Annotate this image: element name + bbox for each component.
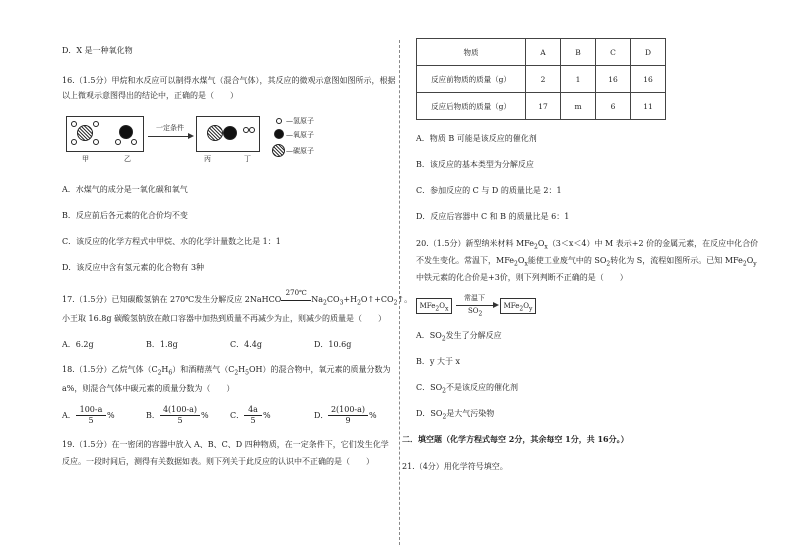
hydrogen-atom	[93, 121, 99, 127]
table-cell: 17	[526, 93, 561, 120]
q19-stem-line2: 反应。一段时间后，测得有关数据如表。则下列关于此反应的认识中不正确的是（ ）	[62, 457, 374, 466]
q19-option-d: D．反应后容器中 C 和 B 的质量比是 6：1	[416, 212, 570, 221]
q17-stem-line1: 17.（1.5分）已知碳酸氢钠在 270℃发生分解反应 2NaHCO 270℃ $Na_2CO_3+H_2O↑+CO_2↑$。	[62, 289, 413, 307]
arrow-head-icon	[188, 133, 194, 139]
q16-reaction-diagram	[66, 116, 366, 172]
q17-option-b: B．1.8g	[146, 340, 178, 349]
label-bing: 丙	[204, 155, 211, 163]
q20-flow-diagram	[416, 296, 556, 318]
q19-stem-line1: 19.（1.5分）在一密闭的容器中放入 A、B、C、D 四种物质，在一定条件下，它们发生化学	[62, 440, 389, 449]
q20-option-b: B．y 大于 x	[416, 357, 460, 366]
table-cell: 物质	[417, 39, 526, 66]
hydrogen-atom	[71, 139, 77, 145]
q19-option-b: B．该反应的基本类型为分解反应	[416, 160, 534, 169]
column-divider	[399, 40, 400, 545]
q17-text-pre: 17.（1.5分）已知碳酸氢钠在 270℃发生分解反应 2NaHCO	[62, 295, 282, 304]
q16-option-b: B．反应前后各元素的化合价均不变	[62, 211, 188, 220]
oxygen-atom	[223, 126, 237, 140]
reactant-box	[66, 116, 144, 152]
q15-option-d: D．X 是一种氧化物	[62, 46, 133, 55]
q20-stem-line2: 不发生变化。常温下，$MFe_2O_x$能使工业废气中的 $SO_2$转化为 S，流程如图所示。已知 $MFe_2O_y$	[416, 256, 757, 268]
arrow-head-icon	[493, 302, 499, 308]
q21-stem: 21.（4分）用化学符号填空。	[402, 462, 508, 471]
reaction-arrow	[148, 136, 190, 137]
table-cell: 11	[631, 93, 666, 120]
hydrogen-atom	[249, 127, 255, 133]
table-cell: 16	[596, 66, 631, 93]
table-row	[417, 93, 666, 120]
table-cell: A	[526, 39, 561, 66]
table-header-row	[417, 39, 666, 66]
table-cell: C	[596, 39, 631, 66]
legend-carbon: —碳原子	[286, 147, 314, 155]
legend-oxygen: —氧原子	[286, 131, 314, 139]
table-cell: 6	[596, 93, 631, 120]
q17-option-a: A．6.2g	[62, 340, 94, 349]
hydrogen-atom	[115, 139, 121, 145]
legend-carbon-icon	[272, 144, 285, 157]
flow-left-box: $MFe_2O_x$	[416, 298, 452, 314]
q19-data-table	[416, 38, 666, 120]
q20-option-d: D．$SO_2$是大气污染物	[416, 409, 495, 421]
hydrogen-atom	[93, 139, 99, 145]
q20-stem-line1: 20.（1.5分）新型纳米材料 $MFe_2O_x(3<x<4)$中 M 表示+2 价的金属元素，在反应中化合价	[416, 239, 759, 251]
carbon-atom	[207, 125, 223, 141]
product-box	[196, 116, 260, 152]
q16-option-a: A．水煤气的成分是一氧化碳和氧气	[62, 185, 188, 194]
table-cell: 反应前物质的质量（g）	[417, 66, 526, 93]
table-cell: 16	[631, 66, 666, 93]
label-jia: 甲	[82, 155, 89, 163]
q16-stem-line1: 16.（1.5分）甲烷和水反应可以制得水煤气（混合气体），其反应的微观示意图如图所示，根据	[62, 76, 396, 85]
flow-arrow	[456, 305, 494, 306]
exam-page: D．X 是一种氧化物 16.（1.5分）甲烷和水反应可以制得水煤气（混合气体），其反应的微观示意图如图所示，根据 以上微观示意图得出的结论中，正确的是（ ） 甲 乙 一定条件 丙 丁 —氢原子 —氧原子 —碳原子 A．水煤气的成分是一氧化碳和氧气 B．反应前后各元素的化合价均不变 C．该反应的化学方程式中甲烷、水的化学计量数之比是 1：1 D．该反应中含有氢元素的化合物有 3种 17.（1.5分）已知碳酸氢钠在 270℃发生分解反应 2NaHCO 270℃ $Na_2CO_3+H_2O↑+CO_2↑$。 小王取 16.8g 碳酸氢钠放在敞口容器中加热到质量不再减少为止，则减少的质量是（ ） A．6.2g B．1.8g C．4.4g D．10.6g 18.（1.5分）乙烷气体$(C_2H_6)$和酒精蒸气$(C_2H_5OH)$的混合物中，氧元素的质量分数为 a%，则混合气体中碳元素的质量分数为（ ） A． $\frac{100-a}{5}$ % B． $\frac{4(100-a)}{5}$ % C． $\frac{4a}{5}$ % D． $\frac{2(100-a)}{9}$ % 19.（1.5分）在一密闭的容器中放入 A、B、C、D 四种物质，在一定条件下，它们发生化学 反应。一段时间后，测得有关数据如表。则下列关于此反应的认识中不正确的是（ ） 物质 A B C D 反应前物质的质量（g） 2 1 16 16 反应后物质的质量（g） 17 m 6 11 A．物质 B 可能是该反应的催化剂 B．该反应的基本类型为分解反应 C．参加反应的 C 与 D 的质量比是 2：1 D．反应后容器中 C 和 B 的质量比是 6：1 20.（1.5分）新型纳米材料 $MFe_2O_x(3<x<4)$中 M 表示+2 价的金属元素，在反应中化合价 不发生变化。常温下，$MFe_2O_x$能使工业废气中的 $SO_2$转化为 S，流程如图所示。已知 $MFe_2O_y$ 中铁元素的化合价是+3价，则下列判断不正确的是（ ） $MFe_2O_x$ 常温下 $SO_2$ $MFe_2O_y$ A．$SO_2$发生了分解反应 B．y 大于 x C．$SO_2$不是该反应的催化剂 D．$SO_2$是大气污染物 二．填空题（化学方程式每空 2分，其余每空 1分，共 16分。） 21.（4分）用化学符号填空。	[0, 0, 794, 560]
q16-stem-line2: 以上微观示意图得出的结论中，正确的是（ ）	[62, 91, 238, 100]
label-ding: 丁	[244, 155, 251, 163]
q17-condition-arrow	[281, 289, 311, 305]
hydrogen-atom	[131, 139, 137, 145]
table-cell: 反应后物质的质量（g）	[417, 93, 526, 120]
table-cell: 2	[526, 66, 561, 93]
q20-stem-line3: 中铁元素的化合价是+3价，则下列判断不正确的是（ ）	[416, 273, 628, 282]
q20-option-c: C．$SO_2$不是该反应的催化剂	[416, 383, 518, 395]
legend-oxygen-icon	[274, 129, 284, 139]
q17-stem-line2: 小王取 16.8g 碳酸氢钠放在敞口容器中加热到质量不再减少为止，则减少的质量是（ ）	[62, 314, 387, 323]
table-cell: B	[561, 39, 596, 66]
legend-hydrogen: —氢原子	[286, 117, 314, 125]
table-cell: m	[561, 93, 596, 120]
q20-option-a: A．$SO_2$发生了分解反应	[416, 331, 502, 343]
methane-molecule	[77, 125, 93, 141]
q18-stem-line1: 18.（1.5分）乙烷气体$(C_2H_6)$和酒精蒸气$(C_2H_5OH)$的混合物中，氧元素的质量分数为	[62, 365, 391, 377]
q17-condition: 270℃	[285, 289, 307, 297]
table-cell: 1	[561, 66, 596, 93]
flow-right-box: $MFe_2O_y$	[500, 298, 536, 314]
section-2-heading: 二．填空题（化学方程式每空 2分，其余每空 1分，共 16分。）	[402, 434, 629, 444]
q19-option-a: A．物质 B 可能是该反应的催化剂	[416, 134, 537, 143]
q16-option-d: D．该反应中含有氢元素的化合物有 3种	[62, 263, 205, 272]
q16-option-c: C．该反应的化学方程式中甲烷、水的化学计量数之比是 1：1	[62, 237, 281, 246]
reaction-condition: 一定条件	[156, 124, 184, 132]
legend-hydrogen-icon	[276, 118, 282, 124]
q18-stem-line2: a%，则混合气体中碳元素的质量分数为（ ）	[62, 384, 235, 393]
table-cell: D	[631, 39, 666, 66]
label-yi: 乙	[124, 155, 131, 163]
q19-option-c: C．参加反应的 C 与 D 的质量比是 2：1	[416, 186, 562, 195]
oxygen-atom	[119, 125, 133, 139]
flow-condition-bottom: $SO_2$	[468, 307, 483, 318]
q17-option-d: D．10.6g	[314, 340, 352, 349]
table-row	[417, 66, 666, 93]
flow-condition-top: 常温下	[464, 294, 485, 302]
q17-option-c: C．4.4g	[230, 340, 262, 349]
hydrogen-atom	[71, 121, 77, 127]
